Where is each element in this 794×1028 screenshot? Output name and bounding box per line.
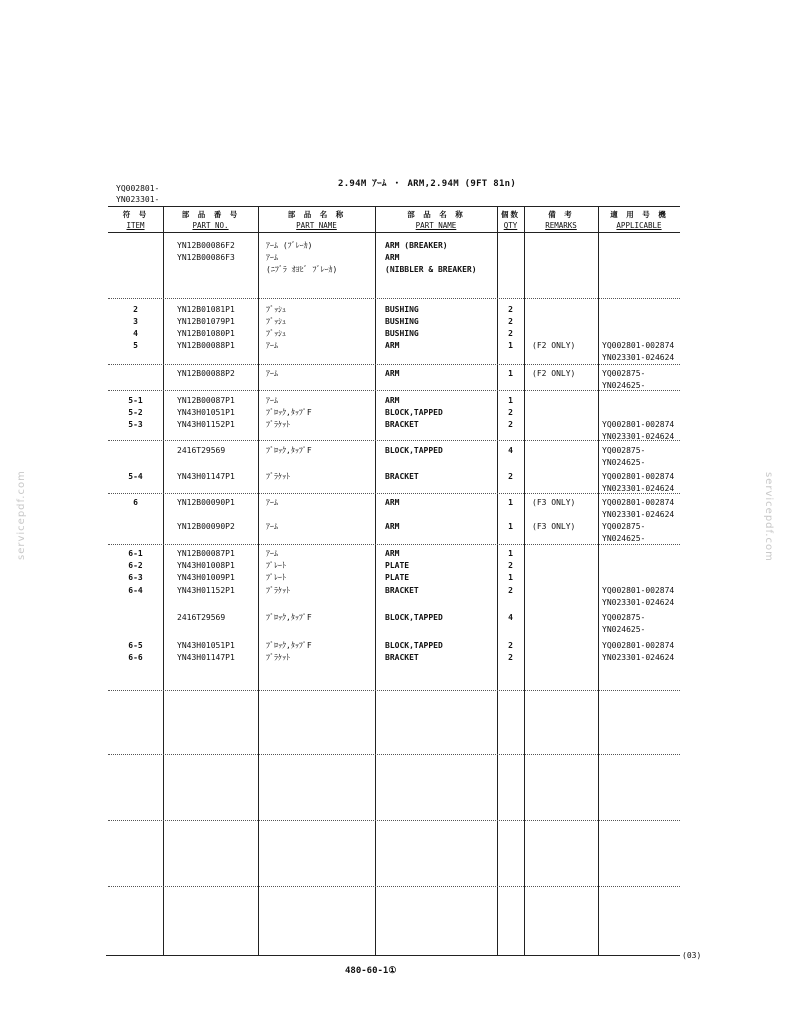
table-cell-en-name: ARM	[385, 549, 400, 558]
table-bottom-border	[106, 955, 680, 956]
table-cell-remarks: (F3 ONLY)	[532, 522, 576, 531]
column-header-jp: 部 品 名 称	[407, 210, 465, 219]
serial-line-2: YN023301-	[116, 195, 160, 204]
table-cell-qty: 1	[508, 396, 513, 405]
table-cell-applicable: YN023301-024624	[602, 484, 675, 493]
table-cell-jp-name: ﾌﾞｯｼｭ	[266, 317, 286, 326]
table-cell-part-no: YN43H01009P1	[177, 573, 235, 582]
table-cell-part-no: YN12B00090P1	[177, 498, 235, 507]
table-cell-qty: 2	[508, 653, 513, 662]
table-cell-jp-name: ﾌﾞﾛｯｸ,ﾀｯﾌﾟF	[266, 613, 312, 622]
table-cell-item: 6-6	[128, 653, 143, 662]
table-cell-part-no: YN12B00086F3	[177, 253, 235, 262]
table-cell-item: 5-1	[128, 396, 143, 405]
table-cell-en-name: ARM	[385, 369, 400, 378]
table-cell-applicable: YN024625-	[602, 534, 646, 543]
column-header-jp: 適 用 号 機	[610, 210, 668, 219]
column-header-jp: 部 品 名 称	[287, 210, 346, 219]
table-cell-jp-name: ｱｰﾑ	[266, 341, 278, 350]
column-header-en: PART NO.	[192, 221, 229, 230]
table-cell-applicable: YN023301-024624	[602, 653, 675, 662]
table-cell-applicable: YQ002875-	[602, 446, 646, 455]
table-cell-jp-name: ﾌﾞﾗｹｯﾄ	[266, 420, 290, 429]
table-cell-en-name: PLATE	[385, 573, 410, 582]
table-cell-jp-name: ｱｰﾑ	[266, 253, 278, 262]
table-cell-applicable: YQ002801-002874	[602, 586, 675, 595]
table-cell-remarks: (F2 ONLY)	[532, 341, 576, 350]
table-cell-part-no: YN12B00090P2	[177, 522, 235, 531]
table-cell-jp-name: ｱｰﾑ (ﾌﾞﾚｰｶ)	[266, 241, 313, 250]
table-cell-item: 6-3	[128, 573, 143, 582]
table-cell-applicable: YQ002801-002874	[602, 341, 675, 350]
table-cell-en-name: BLOCK,TAPPED	[385, 613, 443, 622]
table-cell-qty: 2	[508, 317, 513, 326]
table-cell-qty: 1	[508, 549, 513, 558]
table-cell-en-name: (NIBBLER & BREAKER)	[385, 265, 477, 274]
table-cell-en-name: PLATE	[385, 561, 410, 570]
table-cell-part-no: YN43H01051P1	[177, 641, 235, 650]
table-cell-jp-name: ﾌﾟﾚｰﾄ	[266, 573, 286, 582]
column-header-jp: 部 品 番 号	[181, 210, 240, 219]
table-cell-qty: 2	[508, 641, 513, 650]
table-cell-applicable: YN023301-024624	[602, 432, 675, 441]
table-cell-en-name: BRACKET	[385, 653, 419, 662]
table-cell-en-name: ARM	[385, 253, 400, 262]
column-header	[258, 209, 375, 231]
column-header	[163, 209, 258, 231]
table-cell-jp-name: ﾌﾞｯｼｭ	[266, 329, 286, 338]
table-cell-jp-name: (ﾆﾌﾞﾗ ｵﾖﾋﾞ ﾌﾞﾚｰｶ)	[266, 265, 338, 274]
table-cell-jp-name: ｱｰﾑ	[266, 549, 278, 558]
table-cell-en-name: BUSHING	[385, 317, 419, 326]
column-header-en: REMARKS	[545, 221, 577, 230]
row-separator	[108, 820, 680, 821]
table-cell-item: 2	[133, 305, 138, 314]
table-cell-item: 6-1	[128, 549, 143, 558]
serial-line-1: YQ002801-	[116, 184, 160, 193]
column-header	[598, 209, 680, 231]
column-header	[497, 209, 524, 231]
table-top-border	[108, 206, 680, 207]
table-cell-jp-name: ﾌﾞﾗｹｯﾄ	[266, 472, 290, 481]
table-cell-item: 6-5	[128, 641, 143, 650]
table-cell-part-no: YN43H01147P1	[177, 472, 235, 481]
column-header	[524, 209, 598, 231]
table-cell-part-no: YN12B00086F2	[177, 241, 235, 250]
table-cell-jp-name: ﾌﾟﾚｰﾄ	[266, 561, 286, 570]
table-cell-jp-name: ﾌﾞﾗｹｯﾄ	[266, 653, 290, 662]
table-cell-part-no: 2416T29569	[177, 446, 226, 455]
column-divider	[163, 206, 164, 955]
column-header-en: ITEM	[126, 221, 145, 230]
column-header-jp: 個数	[501, 210, 520, 219]
column-header-en: APPLICABLE	[616, 221, 662, 230]
document-title: 2.94M ｱｰﾑ ・ ARM,2.94M (9FT 81n)	[338, 179, 517, 189]
table-cell-jp-name: ｱｰﾑ	[266, 396, 278, 405]
table-cell-part-no: YN12B00087P1	[177, 396, 235, 405]
column-header-jp: 符 号	[122, 210, 149, 219]
table-cell-item: 3	[133, 317, 138, 326]
table-cell-qty: 1	[508, 522, 513, 531]
table-cell-qty: 1	[508, 369, 513, 378]
table-cell-jp-name: ﾌﾞﾗｹｯﾄ	[266, 586, 290, 595]
row-separator	[108, 886, 680, 887]
table-cell-qty: 2	[508, 329, 513, 338]
table-cell-en-name: BRACKET	[385, 586, 419, 595]
column-header-en: PART NAME	[415, 221, 457, 230]
row-separator	[108, 754, 680, 755]
row-separator	[108, 364, 680, 365]
table-cell-remarks: (F3 ONLY)	[532, 498, 576, 507]
table-cell-applicable: YQ002801-002874	[602, 420, 675, 429]
table-cell-jp-name: ﾌﾞﾛｯｸ,ﾀｯﾌﾟF	[266, 408, 312, 417]
table-cell-applicable: YQ002875-	[602, 613, 646, 622]
column-header	[375, 209, 497, 231]
table-cell-qty: 1	[508, 341, 513, 350]
column-header-jp: 備 考	[548, 210, 574, 219]
table-cell-jp-name: ﾌﾞｯｼｭ	[266, 305, 286, 314]
table-cell-applicable: YQ002801-002874	[602, 641, 675, 650]
document-footer: 480-60-1①	[345, 966, 397, 976]
table-cell-qty: 2	[508, 408, 513, 417]
table-cell-part-no: YN12B01080P1	[177, 329, 235, 338]
table-cell-part-no: YN12B00088P1	[177, 341, 235, 350]
table-cell-applicable: YN023301-024624	[602, 353, 675, 362]
table-cell-part-no: YN43H01008P1	[177, 561, 235, 570]
table-cell-en-name: BLOCK,TAPPED	[385, 446, 443, 455]
column-divider	[598, 206, 599, 955]
table-cell-applicable: YN024625-	[602, 625, 646, 634]
table-cell-qty: 2	[508, 305, 513, 314]
table-cell-en-name: BLOCK,TAPPED	[385, 641, 443, 650]
header-bottom-border	[108, 232, 680, 233]
table-cell-applicable: YN024625-	[602, 458, 646, 467]
table-cell-en-name: ARM	[385, 396, 400, 405]
watermark-right: servicepdf.com	[763, 472, 774, 562]
table-cell-qty: 4	[508, 446, 513, 455]
table-cell-en-name: ARM	[385, 341, 400, 350]
table-cell-en-name: BRACKET	[385, 472, 419, 481]
table-cell-qty: 2	[508, 561, 513, 570]
table-cell-qty: 2	[508, 472, 513, 481]
table-cell-en-name: ARM	[385, 522, 400, 531]
table-cell-part-no: YN12B01081P1	[177, 305, 235, 314]
table-cell-qty: 1	[508, 573, 513, 582]
table-cell-item: 6-4	[128, 586, 143, 595]
table-cell-part-no: YN43H01152P1	[177, 420, 235, 429]
table-cell-qty: 2	[508, 586, 513, 595]
row-separator	[108, 544, 680, 545]
table-cell-part-no: YN12B01079P1	[177, 317, 235, 326]
watermark-left: servicepdf.com	[16, 470, 27, 560]
table-cell-en-name: BUSHING	[385, 305, 419, 314]
table-cell-item: 5-4	[128, 472, 143, 481]
table-cell-qty: 1	[508, 498, 513, 507]
page-number: (03)	[682, 951, 702, 960]
table-cell-applicable: YN023301-024624	[602, 510, 675, 519]
table-cell-item: 6-2	[128, 561, 143, 570]
table-cell-item: 5-2	[128, 408, 143, 417]
table-cell-qty: 2	[508, 420, 513, 429]
column-header-en: QTY	[503, 221, 518, 230]
table-cell-applicable: YN024625-	[602, 381, 646, 390]
table-cell-part-no: YN12B00087P1	[177, 549, 235, 558]
table-cell-remarks: (F2 ONLY)	[532, 369, 576, 378]
table-cell-jp-name: ﾌﾞﾛｯｸ,ﾀｯﾌﾟF	[266, 446, 312, 455]
table-cell-en-name: BLOCK,TAPPED	[385, 408, 443, 417]
table-cell-part-no: YN43H01051P1	[177, 408, 235, 417]
row-separator	[108, 390, 680, 391]
table-cell-applicable: YQ002875-	[602, 369, 646, 378]
table-cell-part-no: YN43H01147P1	[177, 653, 235, 662]
table-cell-jp-name: ｱｰﾑ	[266, 369, 278, 378]
row-separator	[108, 493, 680, 494]
table-cell-jp-name: ｱｰﾑ	[266, 498, 278, 507]
column-divider	[375, 206, 376, 955]
table-cell-applicable: YQ002875-	[602, 522, 646, 531]
table-cell-jp-name: ﾌﾞﾛｯｸ,ﾀｯﾌﾟF	[266, 641, 312, 650]
table-cell-part-no: YN12B00088P2	[177, 369, 235, 378]
table-cell-applicable: YQ002801-002874	[602, 498, 675, 507]
table-cell-item: 5-3	[128, 420, 143, 429]
table-cell-en-name: BUSHING	[385, 329, 419, 338]
row-separator	[108, 440, 680, 441]
row-separator	[108, 298, 680, 299]
table-cell-en-name: ARM (BREAKER)	[385, 241, 448, 250]
table-cell-item: 6	[133, 498, 138, 507]
table-cell-jp-name: ｱｰﾑ	[266, 522, 278, 531]
table-cell-qty: 4	[508, 613, 513, 622]
column-divider	[258, 206, 259, 955]
table-cell-applicable: YN023301-024624	[602, 598, 675, 607]
table-cell-part-no: YN43H01152P1	[177, 586, 235, 595]
column-header	[108, 209, 163, 231]
table-cell-applicable: YQ002801-002874	[602, 472, 675, 481]
table-cell-en-name: BRACKET	[385, 420, 419, 429]
table-cell-part-no: 2416T29569	[177, 613, 226, 622]
column-header-en: PART NAME	[296, 221, 337, 230]
table-cell-item: 4	[133, 329, 138, 338]
row-separator	[108, 690, 680, 691]
table-cell-item: 5	[133, 341, 138, 350]
table-cell-en-name: ARM	[385, 498, 400, 507]
column-divider	[524, 206, 525, 955]
